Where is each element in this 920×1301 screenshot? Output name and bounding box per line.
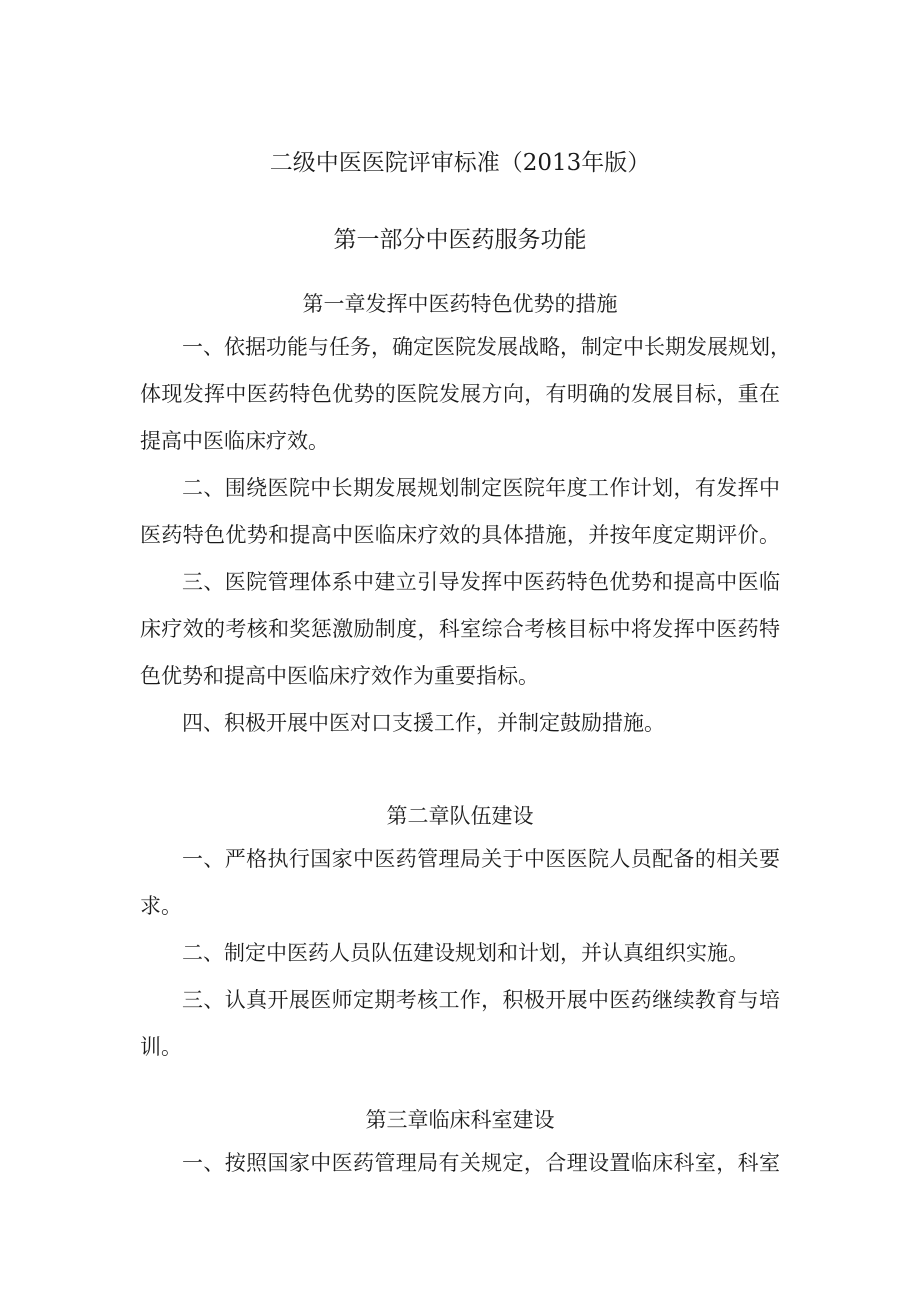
chapter-2-heading: 第二章队伍建设 (386, 804, 534, 828)
chapter-2-para-1-line-1: 一、严格执行国家中医药管理局关于中医医院人员配备的相关要 (182, 847, 780, 871)
document-title: 二级中医医院评审标准（2013年版） (269, 150, 651, 176)
chapter-3-heading: 第三章临床科室建设 (365, 1108, 555, 1132)
chapter-2-para-3-line-1: 三、认真开展医师定期考核工作，积极开展中医药继续教育与培 (182, 988, 780, 1012)
chapter-1-para-2-line-1: 二、围绕医院中长期发展规划制定医院年度工作计划，有发挥中 (182, 476, 780, 500)
chapter-2-para-1-line-2: 求。 (140, 894, 182, 918)
chapter-1-para-1-line-1: 一、依据功能与任务，确定医院发展战略，制定中长期发展规划， (182, 335, 791, 359)
part-title: 第一部分中医药服务功能 (333, 227, 587, 253)
chapter-1-para-3-line-3: 色优势和提高中医临床疗效作为重要指标。 (140, 664, 539, 688)
chapter-1-para-3-line-1: 三、医院管理体系中建立引导发挥中医药特色优势和提高中医临 (182, 570, 780, 594)
chapter-2-para-2-line-1: 二、制定中医药人员队伍建设规划和计划，并认真组织实施。 (182, 941, 749, 965)
chapter-1-para-1-line-3: 提高中医临床疗效。 (140, 429, 329, 453)
chapter-3-para-1-line-1: 一、按照国家中医药管理局有关规定，合理设置临床科室，科室 (182, 1151, 780, 1175)
chapter-1-para-2-line-2: 医药特色优势和提高中医临床疗效的具体措施，并按年度定期评价。 (140, 523, 780, 547)
chapter-1-para-1-line-2: 体现发挥中医药特色优势的医院发展方向，有明确的发展目标，重在 (140, 382, 780, 406)
chapter-1-heading: 第一章发挥中医药特色优势的措施 (302, 292, 618, 316)
chapter-1-para-4-line-1: 四、积极开展中医对口支援工作，并制定鼓励措施。 (182, 711, 665, 735)
chapter-2-para-3-line-2: 训。 (140, 1035, 182, 1059)
chapter-1-para-3-line-2: 床疗效的考核和奖惩激励制度，科室综合考核目标中将发挥中医药特 (140, 617, 780, 641)
